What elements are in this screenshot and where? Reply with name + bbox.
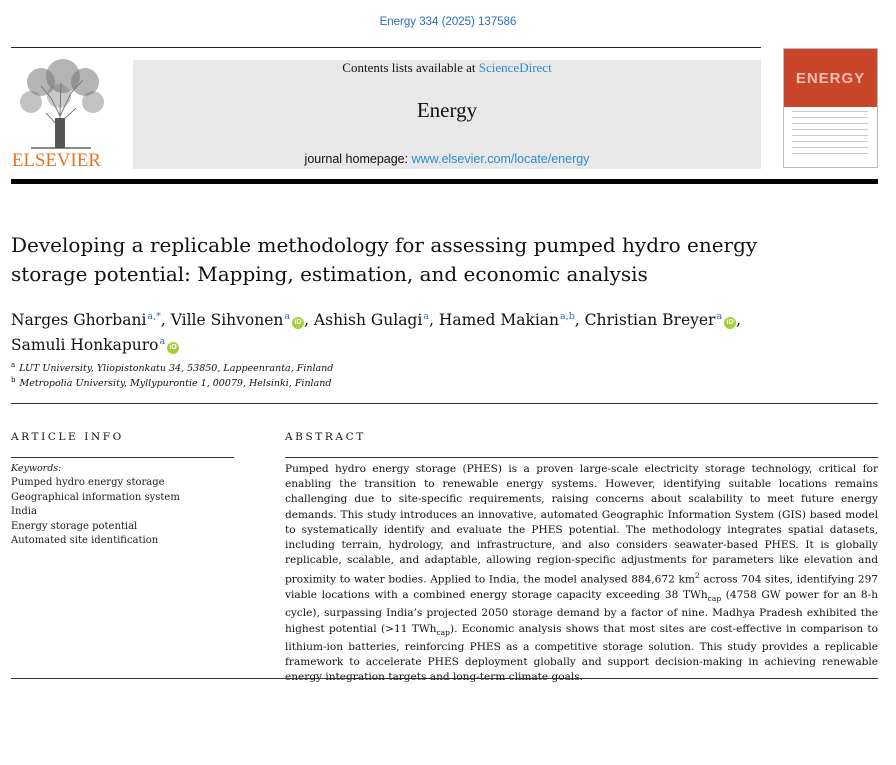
abstract-part: (4758 GW power for an 8-h cycle), surpassing India’s projected 2050 storage demand by a factor of nine. Madhya Pradesh exhibited the highest potential (>11 TWh <box>285 589 878 635</box>
homepage-prefix: journal homepage: <box>304 152 412 166</box>
author-affiliation-marker[interactable]: a <box>423 311 429 322</box>
author-separator: , <box>574 311 585 329</box>
keyword-item: Geographical information system <box>11 491 180 503</box>
affiliation-b <box>11 376 331 389</box>
author-name[interactable]: Christian Breyer <box>584 311 716 329</box>
keyword-list <box>11 476 180 549</box>
abstract-part: across 704 sites, identifying 297 viable locations with a combined energy storage capacity exceeding 38 TWh <box>285 573 878 602</box>
cover-lines <box>792 111 868 159</box>
abstract-subscript: cap <box>436 627 450 637</box>
author-name[interactable]: Narges Ghorbani <box>11 311 147 329</box>
author-affiliation-marker[interactable]: a <box>284 311 291 322</box>
author-affiliation-marker[interactable]: a,* <box>147 311 161 322</box>
abstract-part: Pumped hydro energy storage (PHES) is a proven large-scale electricity storage technology, critical for enabling the transition to renewable energy systems. However, identifying suitable locations remains challenging due to site-specific requirements, raising concerns about scalability to meet future energy demands. This study introduces an innovative, automated Geographic Information System (GIS) based model to systematically identify and evaluate the PHES potential. The methodology integrates spatial datasets, including terrain, hydrology, and infrastructure, and also considers seawater-based PHES. It is globally replicable, scalable, and adaptable, allowing region-specific adjustments for parameters like elevation and proximity to water bodies. Applied to India, the model analysed 884,672 km <box>285 463 878 586</box>
author-affiliation-marker[interactable]: a,b <box>560 311 575 322</box>
author-list <box>11 306 871 356</box>
journal-cover[interactable] <box>783 48 878 168</box>
orcid-icon[interactable]: iD <box>167 342 179 354</box>
keyword-item: India <box>11 506 37 517</box>
abstract-text <box>285 462 878 686</box>
tree-icon <box>11 58 109 150</box>
journal-name[interactable]: Energy <box>416 98 478 122</box>
author-name[interactable]: Hamed Makian <box>438 311 560 329</box>
affiliation-marker: b <box>11 376 16 384</box>
homepage-line <box>133 152 761 166</box>
keywords-label: Keywords: <box>11 463 62 474</box>
abstract-part: ). Economic analysis shows that most sites are cost-effective in comparison to lithium-ion batteries, reinforcing PHES as a competitive storage solution. This study provides a replicable framework to accelerate PHES deployment globally and support decision-making in achieving renewable <box>285 622 878 669</box>
elsevier-logo[interactable] <box>11 58 109 170</box>
journal-citation[interactable]: Energy 334 (2025) 137586 <box>379 16 517 28</box>
abstract-rule <box>285 457 878 458</box>
author-name[interactable]: Samuli Honkapuro <box>11 336 159 354</box>
article-title: Developing a replicable methodology for assessing pumped hydro energy storage potential: Mapping, estimation, and economic analysis <box>11 233 758 286</box>
affiliation-a <box>11 361 333 374</box>
author-name[interactable]: Ville Sihvonen <box>170 311 284 329</box>
author-separator: , <box>736 311 742 329</box>
sciencedirect-link[interactable]: ScienceDirect <box>478 60 552 75</box>
section-rule <box>11 403 878 404</box>
orcid-icon[interactable]: iD <box>292 317 304 329</box>
header-rule <box>11 47 761 48</box>
keyword-item: Pumped hydro energy storage <box>11 477 165 488</box>
author-separator: , <box>160 311 171 329</box>
affiliation-text: LUT University, Yliopistonkatu 34, 53850, Lappeenranta, Finland <box>19 363 334 375</box>
header-thick-rule <box>11 179 878 184</box>
keyword-item: Automated site identification <box>11 535 159 546</box>
author-name[interactable]: Ashish Gulagi <box>313 311 423 329</box>
keyword-item: Energy storage potential <box>11 520 138 532</box>
affiliation-text: Metropolia University, Myllypurontie 1, 00079, Helsinki, Finland <box>19 378 332 390</box>
orcid-icon[interactable]: iD <box>724 317 736 329</box>
contents-prefix: Contents lists available at <box>342 60 479 75</box>
homepage-link[interactable]: www.elsevier.com/locate/energy <box>411 152 590 166</box>
abstract-subscript: cap <box>707 594 722 604</box>
abstract-heading: ABSTRACT <box>285 431 366 443</box>
article-info-heading: ARTICLE INFO <box>11 431 124 443</box>
author-separator: , <box>304 311 314 329</box>
contents-line <box>133 60 761 76</box>
author-affiliation-marker[interactable]: a <box>159 336 166 347</box>
author-separator: , <box>429 311 439 329</box>
cover-title: ENERGY <box>795 70 866 87</box>
abstract-superscript: 2 <box>694 571 700 581</box>
footer-rule <box>11 678 878 679</box>
article-info-rule <box>11 457 234 458</box>
publisher-name: ELSEVIER <box>12 151 101 171</box>
journal-banner <box>133 60 761 169</box>
author-affiliation-marker[interactable]: a <box>716 311 723 322</box>
affiliation-marker: a <box>11 361 16 369</box>
